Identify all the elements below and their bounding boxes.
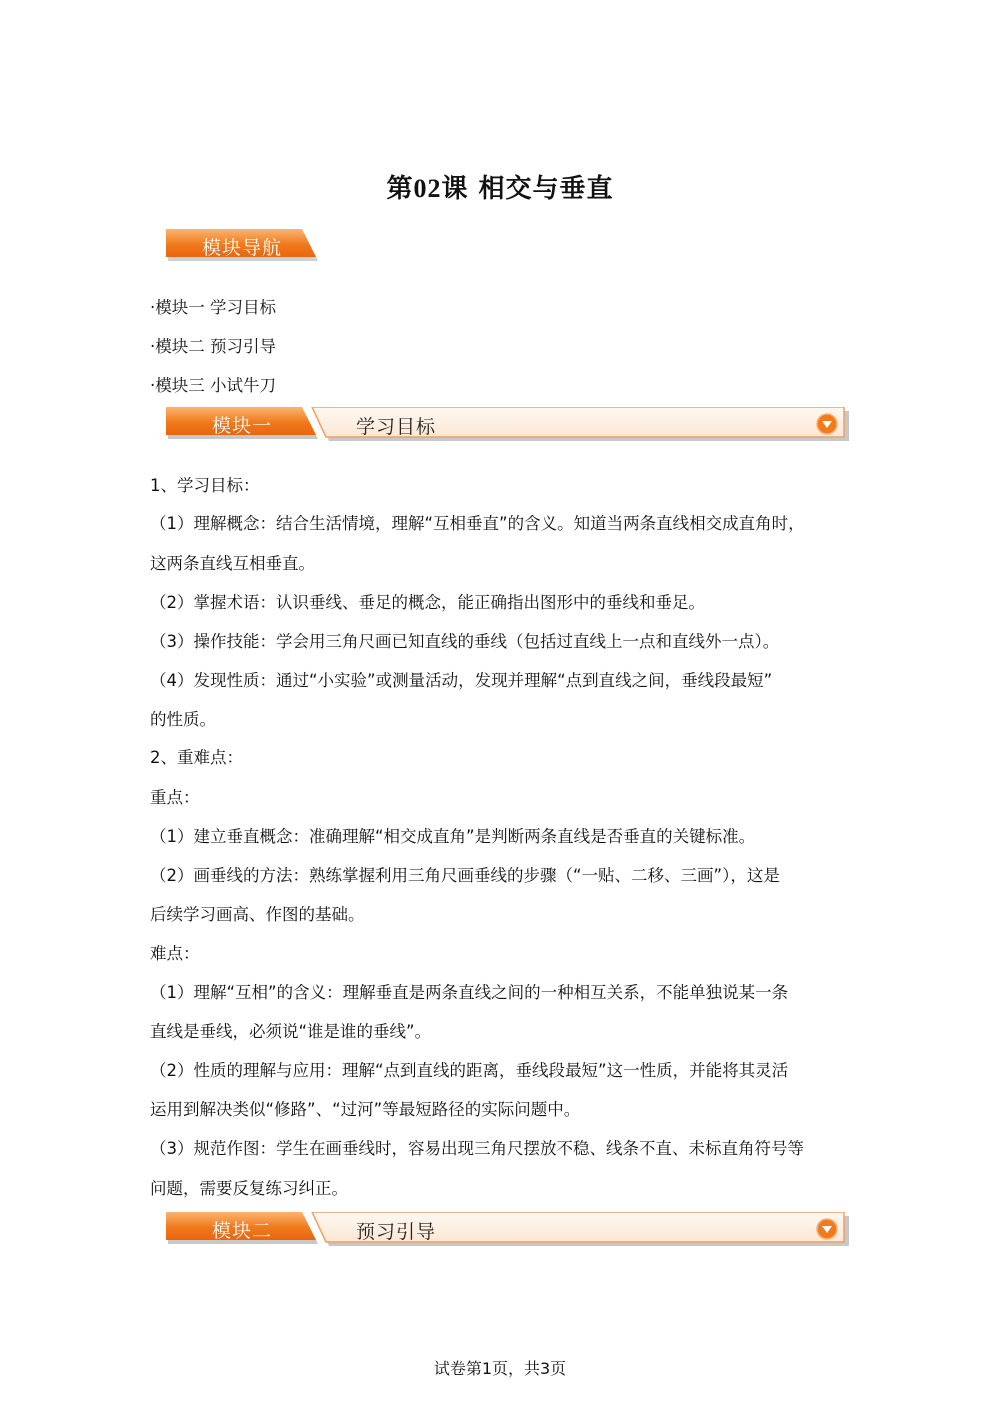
content-line: 的性质。	[150, 710, 216, 729]
module-2-banner	[166, 1212, 850, 1248]
content-line: 这两条直线互相垂直。	[150, 554, 315, 573]
content-line: 直线是垂线，必须说“谁是谁的垂线”。	[150, 1022, 432, 1041]
title-suffix: 课 相交与垂直	[441, 174, 614, 204]
content-line: 问题，需要反复练习纠正。	[150, 1179, 348, 1198]
module-2-name: 预习引导	[356, 1221, 437, 1243]
content-line: 后续学习画高、作图的基础。	[150, 905, 365, 924]
content-line: 1、学习目标：	[150, 476, 260, 495]
content-line: （2）性质的理解与应用：理解“点到直线的距离，垂线段最短”这一性质，并能将其灵活	[150, 1061, 789, 1080]
module-1-banner	[166, 407, 850, 443]
page-footer: 试卷第1页，共3页	[433, 1359, 567, 1378]
content-line: 运用到解决类似“修路”、“过河”等最短路径的实际问题中。	[150, 1100, 581, 1119]
nav-item-module-2[interactable]: ·模块二 预习引导	[150, 337, 276, 356]
content-line: （3）规范作图：学生在画垂线时，容易出现三角尺摆放不稳、线条不直、未标直角符号等	[150, 1139, 804, 1158]
module-1-name: 学习目标	[356, 416, 437, 438]
content-line: （3）操作技能：学会用三角尺画已知直线的垂线（包括过直线上一点和直线外一点）。	[150, 632, 780, 651]
chevron-down-circle-icon[interactable]	[816, 1218, 838, 1240]
nav-item-module-1[interactable]: ·模块一 学习目标	[150, 298, 276, 317]
page-title	[0, 168, 1000, 205]
module-1-tag: 模块一	[212, 415, 273, 437]
content-line: （1）理解概念：结合生活情境，理解“互相垂直”的含义。知道当两条直线相交成直角时，	[150, 514, 805, 533]
content-line: 难点：	[150, 944, 200, 963]
nav-item-module-3[interactable]: ·模块三 小试牛刀	[150, 376, 276, 395]
content-line: （1）理解“互相”的含义：理解垂直是两条直线之间的一种相互关系，不能单独说某一条	[150, 983, 789, 1002]
content-line: 2、重难点：	[150, 748, 243, 767]
chevron-down-circle-icon[interactable]	[816, 413, 838, 435]
module-2-tag: 模块二	[212, 1220, 273, 1242]
content-line: （1）建立垂直概念：准确理解“相交成直角”是判断两条直线是否垂直的关键标准。	[150, 827, 756, 846]
title-prefix: 第	[386, 174, 414, 204]
content-line: （2）画垂线的方法：熟练掌握利用三角尺画垂线的步骤（“一贴、二移、三画”），这是	[150, 866, 780, 885]
content-line: （4）发现性质：通过“小实验”或测量活动，发现并理解“点到直线之间，垂线段最短”	[150, 671, 773, 690]
module-nav-label: 模块导航	[202, 237, 283, 259]
content-line: （2）掌握术语：认识垂线、垂足的概念，能正确指出图形中的垂线和垂足。	[150, 593, 705, 612]
title-number: 02	[413, 174, 442, 203]
module-nav-tab	[166, 229, 318, 261]
content-line: 重点：	[150, 788, 200, 807]
